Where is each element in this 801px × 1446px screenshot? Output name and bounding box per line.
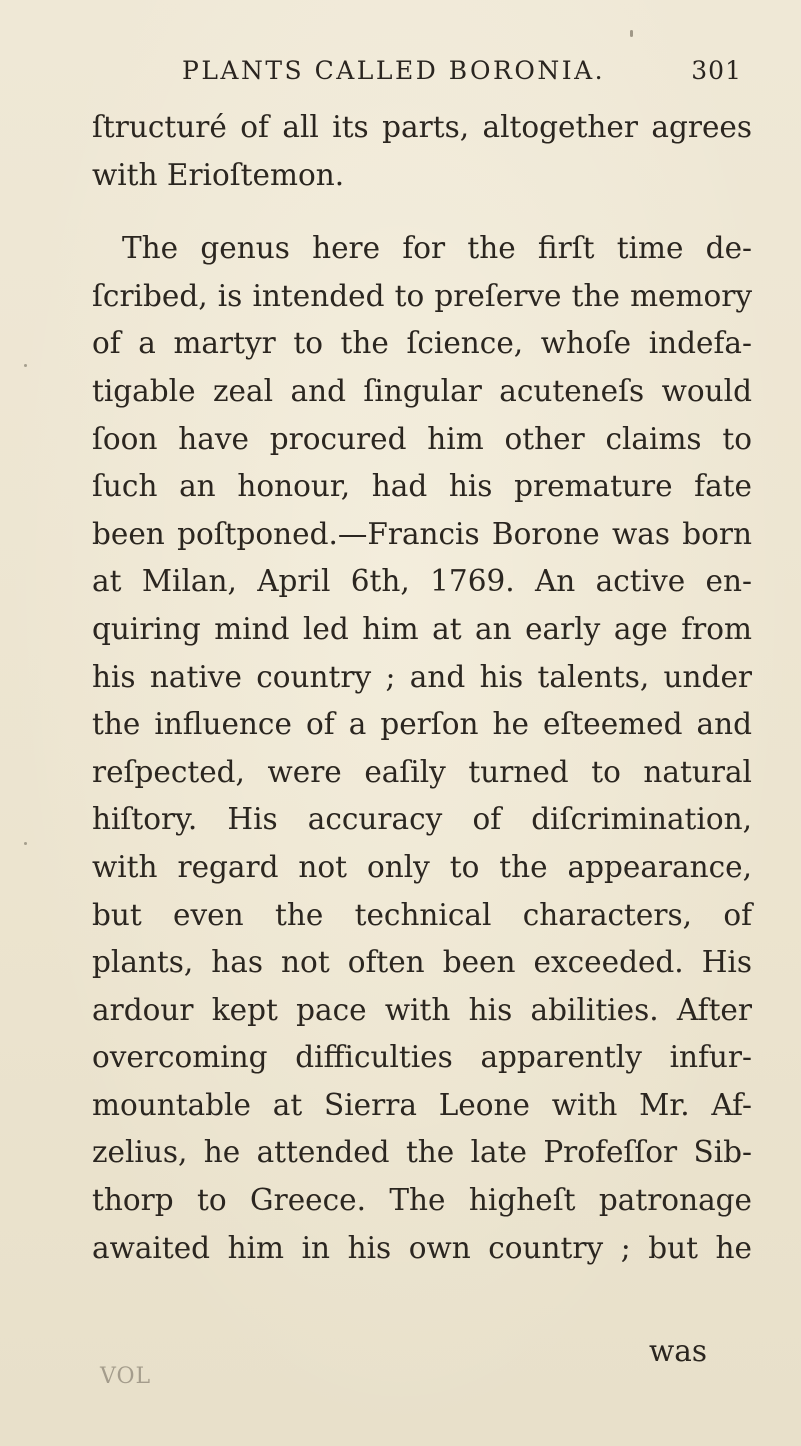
text-line: ſtructuré of all its parts, altogether agrees	[92, 110, 752, 144]
margin-speck	[24, 842, 27, 845]
text-line: The genus here for the firſt time de-	[122, 231, 752, 266]
text-line: awaited him in his own country ; but he	[92, 1230, 752, 1265]
text-line: plants, has not often been exceeded. His	[92, 945, 752, 980]
catchword: was	[649, 1334, 707, 1368]
text-line: zelius, he attended the late Profeſſor Sib-	[92, 1135, 752, 1170]
text-line: but even the technical characters, of	[92, 897, 752, 932]
signature-mark: VOL	[100, 1364, 152, 1389]
text-line: overcoming difficulties apparently infur-	[92, 1040, 752, 1075]
ink-speck	[630, 30, 633, 37]
text-line: ſoon have procured him other claims to	[92, 421, 752, 456]
text-line: of a martyr to the ſcience, whoſe indefa-	[92, 326, 752, 361]
text-line: with regard not only to the appearance,	[92, 849, 752, 884]
text-line: been poſtponed.—Francis Borone was born	[92, 516, 752, 551]
paragraph-gap	[92, 199, 752, 225]
text-line: ſuch an honour, had his premature fate	[92, 469, 752, 504]
text-line: at Milan, April 6th, 1769. An active en-	[92, 564, 752, 599]
text-line: thorp to Greece. The higheſt patronage	[92, 1183, 752, 1218]
margin-speck	[24, 364, 27, 367]
text-line: tigable zeal and ſingular acuteneſs would	[92, 373, 752, 408]
page-number: 301	[691, 56, 742, 85]
text-line: ſcribed, is intended to preſerve the memory	[92, 278, 752, 313]
body-text	[92, 104, 752, 1272]
running-head	[182, 56, 742, 96]
text-line: the influence of a perſon he eſteemed and	[92, 707, 752, 742]
text-line: quiring mind led him at an early age from	[92, 611, 752, 646]
text-line: his native country ; and his talents, under	[92, 659, 752, 694]
text-line: hiſtory. His accuracy of diſcrimination,	[92, 802, 752, 837]
text-line: mountable at Sierra Leone with Mr. Af-	[92, 1087, 752, 1122]
text-line: ardour kept pace with his abilities. After	[92, 992, 752, 1027]
text-line: reſpected, were eaſily turned to natural	[92, 754, 752, 789]
text-line: with Erioſtemon.	[92, 157, 345, 192]
running-title: PLANTS CALLED BORONIA.	[182, 56, 606, 85]
